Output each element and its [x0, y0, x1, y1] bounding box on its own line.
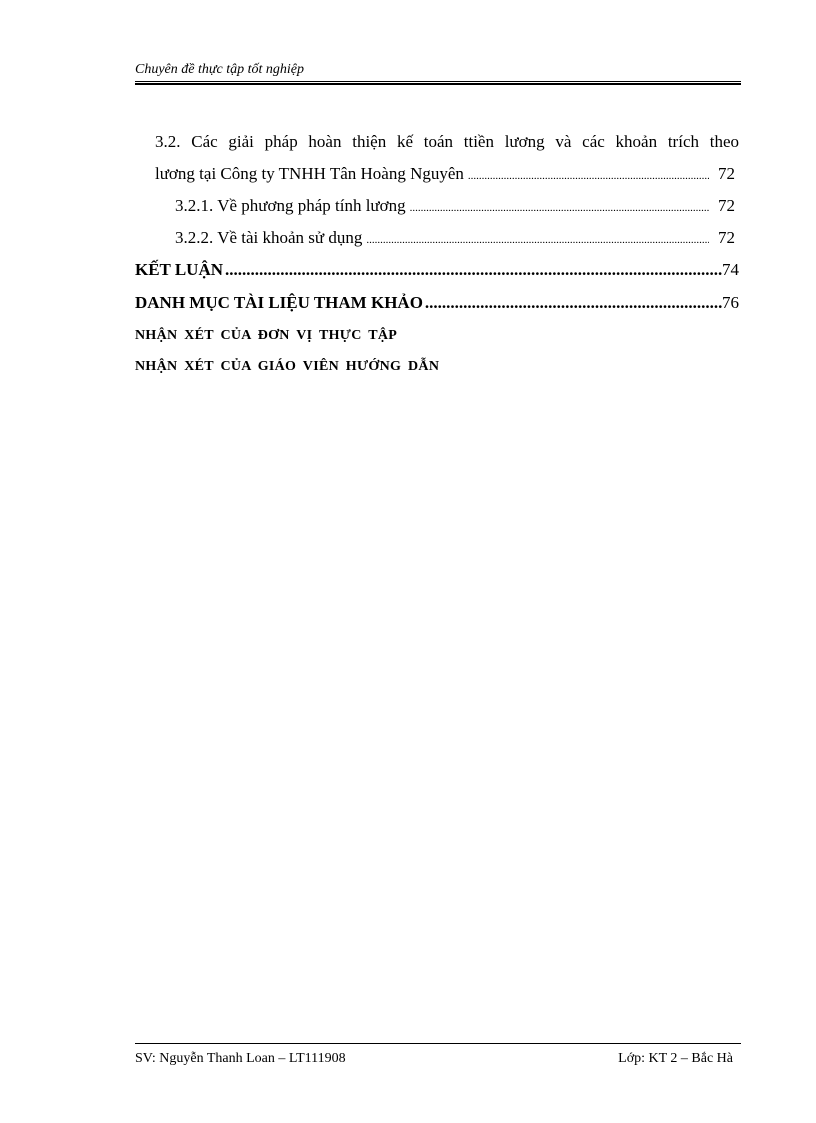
footer-row: [135, 1044, 741, 1068]
page-header: [135, 61, 741, 85]
footer-class: Lớp: KT 2 – Bắc Hà: [618, 1051, 733, 1066]
dot-leader: [225, 259, 722, 281]
header-rule-thin: [135, 81, 741, 82]
toc-entry-3-2-2: [175, 227, 739, 257]
toc-entry-3-2-2-page: 72: [718, 228, 735, 247]
toc-entry-3-2-2-title: 3.2.2. Về tài khoản sử dụng: [175, 228, 363, 247]
toc-entry-nhan-xet-giao-vien: NHẬN XÉT CỦA GIÁO VIÊN HƯỚNG DẪN: [135, 359, 440, 374]
dot-leader: [366, 229, 709, 251]
toc-entry-danh-muc-page: 76: [722, 293, 739, 312]
toc-entry-nhan-xet-don-vi: NHẬN XÉT CỦA ĐƠN VỊ THỰC TẬP: [135, 328, 398, 343]
toc-entry-3-2-page: 72: [718, 164, 735, 183]
toc-entry-ket-luan: [135, 259, 739, 290]
toc-entry-3-2-line2: [155, 163, 739, 193]
toc-entry-3-2-title-cont: lương tại Công ty TNHH Tân Hoàng Nguyên: [155, 164, 464, 183]
header-rule-thick: [135, 83, 741, 85]
dot-leader: [468, 165, 709, 187]
footer-student: SV: Nguyễn Thanh Loan – LT111908: [135, 1051, 346, 1066]
toc-entry-ket-luan-title: KẾT LUẬN: [135, 260, 224, 279]
toc-entry-3-2-line1: 3.2. Các giải pháp hoàn thiện kế toán ttiền lương và các khoản trích theo: [155, 132, 739, 151]
dot-leader: [425, 292, 722, 314]
toc-entry-danh-muc-title: DANH MỤC TÀI LIỆU THAM KHẢO: [135, 293, 423, 312]
page-footer: [135, 1043, 741, 1068]
toc-entry-3-2-1-title: 3.2.1. Về phương pháp tính lương: [175, 196, 406, 215]
toc-entry-danh-muc: [135, 292, 739, 323]
header-title: Chuyên đề thực tập tốt nghiệp: [135, 62, 304, 77]
toc-entry-ket-luan-page: 74: [722, 260, 739, 279]
toc-entry-3-2-1-page: 72: [718, 196, 735, 215]
toc-entry-3-2-1: [175, 195, 739, 225]
table-of-contents: [135, 126, 739, 385]
dot-leader: [410, 197, 709, 219]
